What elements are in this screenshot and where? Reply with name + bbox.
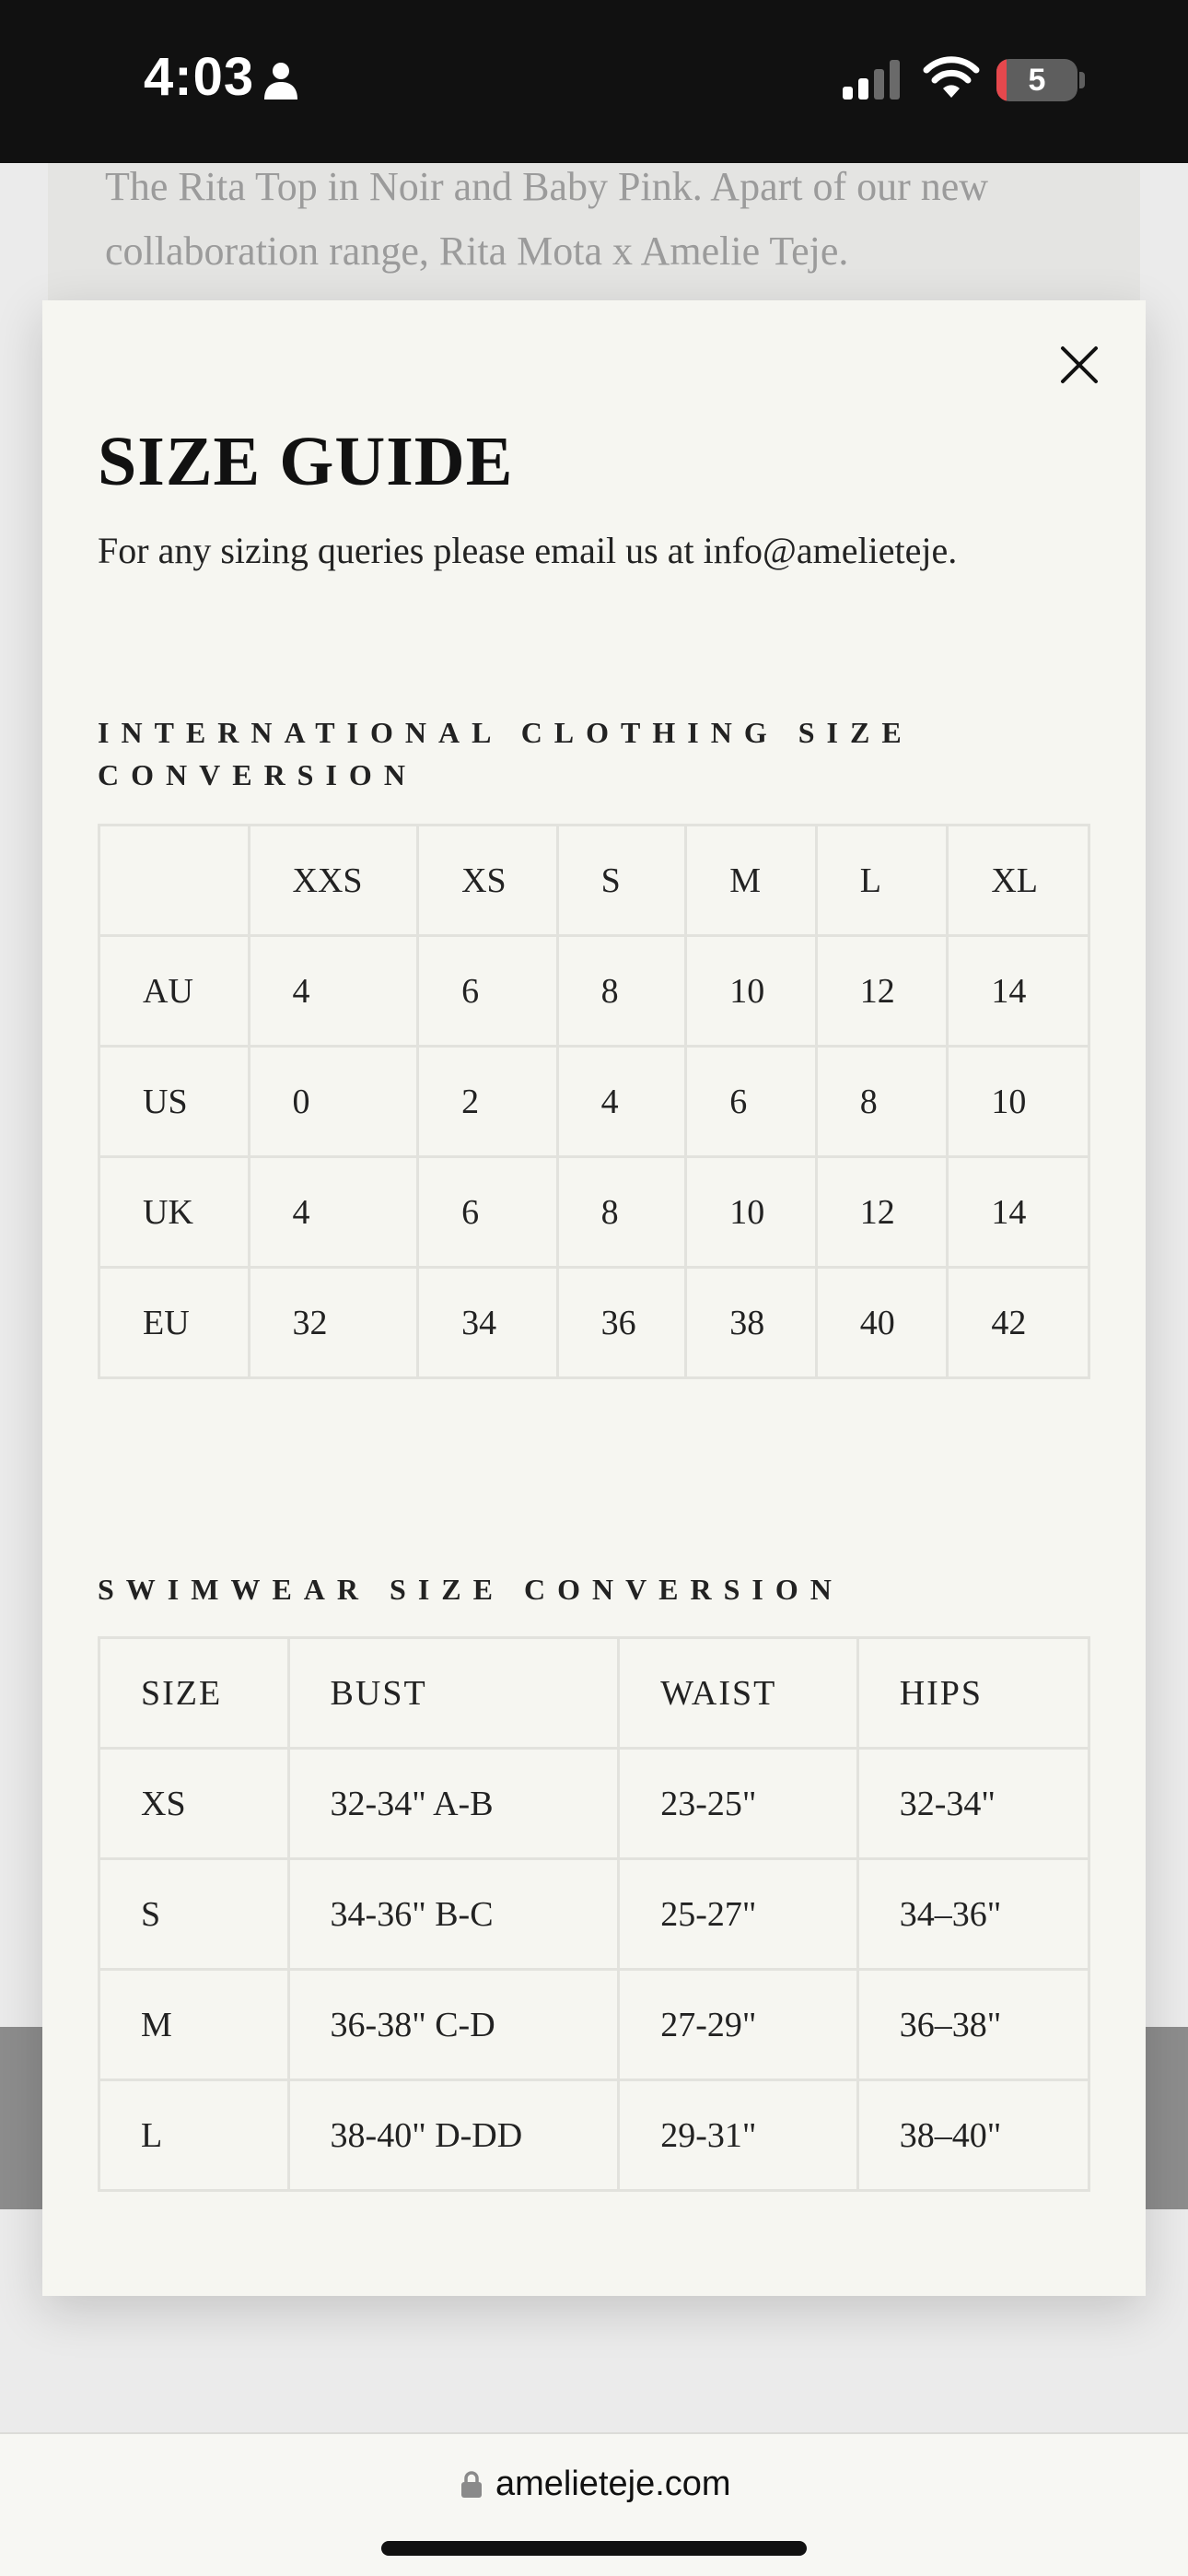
table-cell: 2 (418, 1047, 558, 1157)
table-cell: 34 (418, 1268, 558, 1378)
background-button-edge-right (1146, 2027, 1188, 2209)
table-row (99, 1157, 1089, 1268)
swimwear-size-heading: SWIMWEAR SIZE CONVERSION (98, 1573, 844, 1606)
swimwear-size-table (98, 1636, 1090, 2192)
table-cell (99, 825, 250, 936)
table-cell: 14 (948, 936, 1089, 1047)
table-cell: XL (948, 825, 1089, 936)
table-row (99, 1859, 1089, 1970)
wifi-icon (923, 55, 980, 100)
table-cell: L (816, 825, 948, 936)
table-cell: S (99, 1859, 289, 1970)
table-cell: 32 (249, 1268, 418, 1378)
modal-subtitle: For any sizing queries please email us at info@amelieteje. (98, 530, 958, 571)
table-cell: EU (99, 1268, 250, 1378)
table-cell: 6 (686, 1047, 817, 1157)
table-row (99, 1268, 1089, 1378)
battery-nub (1079, 72, 1085, 88)
lock-icon (460, 2470, 483, 2498)
table-cell: 8 (557, 936, 686, 1047)
international-size-heading: INTERNATIONAL CLOTHING SIZE CONVERSION (98, 716, 914, 791)
table-cell: 25-27" (619, 1859, 857, 1970)
table-cell: 8 (557, 1157, 686, 1268)
table-cell: 10 (686, 936, 817, 1047)
home-indicator[interactable] (381, 2541, 807, 2556)
battery-icon (996, 59, 1077, 101)
table-row (99, 936, 1089, 1047)
table-cell: 6 (418, 936, 558, 1047)
table-cell: UK (99, 1157, 250, 1268)
person-icon (262, 61, 300, 100)
table-cell: 36 (557, 1268, 686, 1378)
modal-title: SIZE GUIDE (98, 423, 514, 500)
table-row (99, 1970, 1089, 2080)
table-cell: BUST (288, 1638, 619, 1749)
battery-label: 5 (1028, 63, 1046, 98)
international-size-table (98, 824, 1090, 1379)
table-header-row (99, 825, 1089, 936)
table-cell: HIPS (857, 1638, 1089, 1749)
table-cell: XS (418, 825, 558, 936)
table-cell: XXS (249, 825, 418, 936)
table-cell: 12 (816, 1157, 948, 1268)
table-cell: SIZE (99, 1638, 289, 1749)
table-cell: 14 (948, 1157, 1089, 1268)
table-cell: AU (99, 936, 250, 1047)
table-row (99, 1047, 1089, 1157)
table-cell: M (99, 1970, 289, 2080)
table-row (99, 1749, 1089, 1859)
status-time: 4:03 (144, 47, 255, 107)
table-cell: 12 (816, 936, 948, 1047)
table-cell: 34-36" B-C (288, 1859, 619, 1970)
table-cell: 40 (816, 1268, 948, 1378)
status-bar (0, 0, 1188, 163)
table-cell: 0 (249, 1047, 418, 1157)
close-icon[interactable] (1057, 343, 1101, 387)
table-cell: 42 (948, 1268, 1089, 1378)
table-cell: XS (99, 1749, 289, 1859)
table-cell: 29-31" (619, 2080, 857, 2191)
table-cell: 4 (249, 1157, 418, 1268)
table-cell: WAIST (619, 1638, 857, 1749)
table-cell: 6 (418, 1157, 558, 1268)
table-cell: S (557, 825, 686, 936)
table-cell: 4 (249, 936, 418, 1047)
table-row (99, 2080, 1089, 2191)
signal-icon (841, 59, 903, 100)
table-cell: L (99, 2080, 289, 2191)
product-description: The Rita Top in Noir and Baby Pink. Apart of our new collaboration range, Rita Mota x Amelie Teje. (105, 164, 989, 274)
table-cell: 32-34" A-B (288, 1749, 619, 1859)
table-cell: 32-34" (857, 1749, 1089, 1859)
table-cell: 8 (816, 1047, 948, 1157)
background-button-edge-left (0, 2027, 42, 2209)
table-cell: 23-25" (619, 1749, 857, 1859)
table-cell: 36–38" (857, 1970, 1089, 2080)
table-cell: 10 (686, 1157, 817, 1268)
url-text[interactable]: amelieteje.com (495, 2465, 731, 2503)
table-cell: 4 (557, 1047, 686, 1157)
table-cell: 36-38" C-D (288, 1970, 619, 2080)
table-header-row (99, 1638, 1089, 1749)
table-cell: 38–40" (857, 2080, 1089, 2191)
table-cell: 27-29" (619, 1970, 857, 2080)
table-cell: M (686, 825, 817, 936)
table-cell: 38 (686, 1268, 817, 1378)
table-cell: US (99, 1047, 250, 1157)
table-cell: 38-40" D-DD (288, 2080, 619, 2191)
table-cell: 34–36" (857, 1859, 1089, 1970)
table-cell: 10 (948, 1047, 1089, 1157)
